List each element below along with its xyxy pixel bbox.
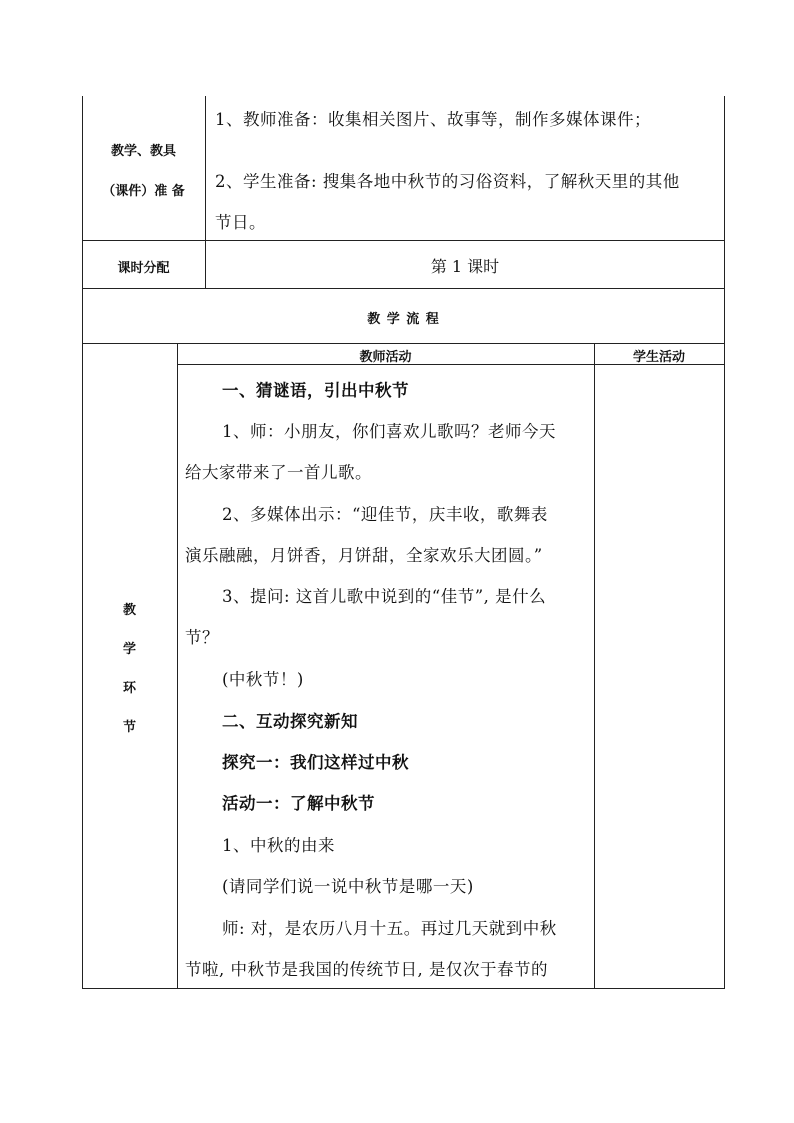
teacher-line: 给大家带来了一首儿歌。 <box>185 463 372 482</box>
prep-label-line2: （课件）准 备 <box>102 184 185 199</box>
teacher-line: 节啦, 中秋节是我国的传统节日, 是仅次于春节的 <box>185 960 548 979</box>
teacher-line: 师: 对，是农历八月十五。再过几天就到中秋 <box>222 919 557 938</box>
col-header-student: 学生活动 <box>632 350 685 365</box>
teacher-line: 1、中秋的由来 <box>222 836 335 855</box>
teacher-line: (中秋节！) <box>222 670 304 689</box>
teacher-line: 演乐融融，月饼香，月饼甜，全家欢乐大团圆。” <box>185 546 543 565</box>
table-border-left <box>82 96 83 989</box>
section-heading-2: 二、互动探究新知 <box>222 712 358 731</box>
teacher-line: 1、师：小朋友，你们喜欢儿歌吗？老师今天 <box>222 422 556 441</box>
side-label-char-3: 环 <box>122 681 136 696</box>
schedule-label: 课时分配 <box>117 261 170 276</box>
subsection-heading: 探究一：我们这样过中秋 <box>222 753 409 772</box>
column-divider-side <box>177 343 178 989</box>
prep-label-line1: 教学、教具 <box>110 144 176 159</box>
table-border-right <box>724 96 725 989</box>
flow-title: 教 学 流 程 <box>367 312 440 327</box>
column-divider-student <box>594 343 595 989</box>
prep-item-2-line2: 节日。 <box>215 213 266 232</box>
col-header-teacher: 教师活动 <box>359 350 412 365</box>
side-label-char-2: 学 <box>122 642 136 657</box>
teacher-line: 节？ <box>185 628 219 647</box>
row-divider-2 <box>82 288 725 289</box>
activity-heading: 活动一：了解中秋节 <box>222 794 375 813</box>
prep-item-1: 1、教师准备：收集相关图片、故事等，制作多媒体课件； <box>215 110 651 129</box>
prep-item-2-line1: 2、学生准备: 搜集各地中秋节的习俗资料，了解秋天里的其他 <box>215 172 680 191</box>
row-divider-3 <box>82 343 725 344</box>
teacher-line: 3、提问: 这首儿歌中说到的“佳节”, 是什么 <box>222 587 547 606</box>
teacher-line: 2、多媒体出示：“迎佳节，庆丰收，歌舞表 <box>222 505 548 524</box>
teacher-line: (请同学们说一说中秋节是哪一天) <box>222 877 474 896</box>
side-label-char-1: 教 <box>122 603 136 618</box>
section-heading-1: 一、猜谜语，引出中秋节 <box>222 381 409 400</box>
table-border-bottom <box>82 988 725 989</box>
row-divider-1 <box>82 240 725 241</box>
side-label-char-4: 节 <box>122 720 136 735</box>
schedule-value: 第 1 课时 <box>430 257 500 276</box>
